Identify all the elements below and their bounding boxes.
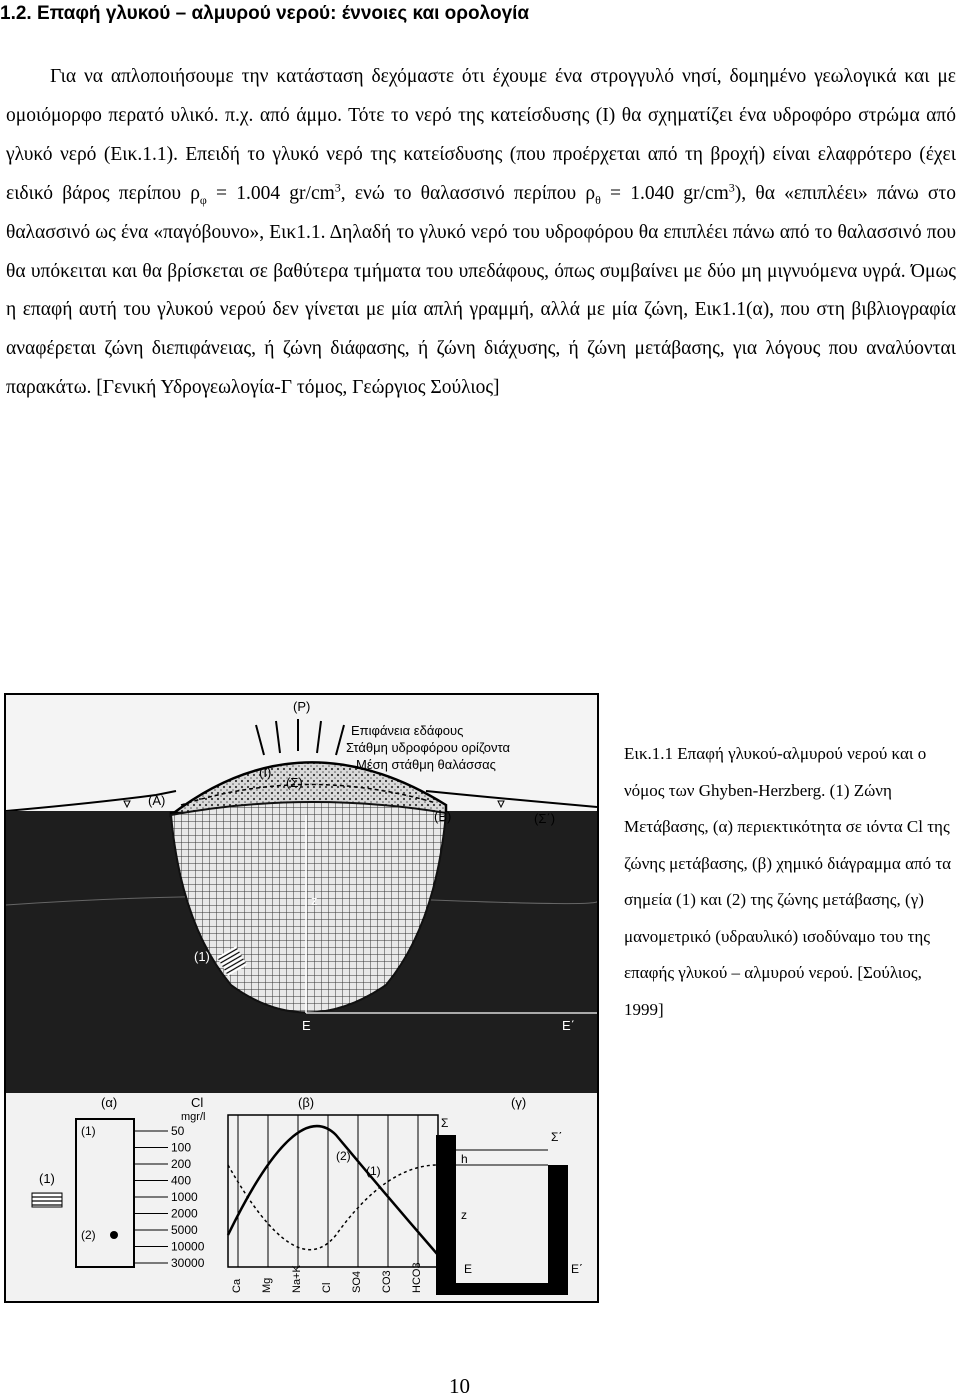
ion-label: SO4 <box>351 1270 363 1293</box>
ion-label: Ca <box>231 1278 243 1293</box>
label-b: (B) <box>434 809 452 824</box>
cl-header: Cl <box>191 1095 204 1110</box>
label-gamma: (γ) <box>511 1095 527 1110</box>
ion-label: CO3 <box>381 1270 393 1293</box>
body-text-part-2: = 1.004 gr/cm <box>206 182 335 204</box>
body-text-part-5: ), θα «επιπλέει» πάνω στο θαλασσινό ως ένα «παγόβουνο», Εικ1.1. Δηλαδή το γλυκό νερό του υδροφόρου θα επιπλέει πάνω από το θαλασσινό που θα υπόκειται και θα βρίσκεται σε βαθύτερα τμήματα του υπεδάφους, όπως συμβαίνει με δύο μη μιγνυόμενα υγρά. Όμως η επαφή αυτή του γλυκού νερού δεν γίνεται με μία απλή γραμμή, αλλά με μία ζώνη, Εικ1.1(α), που στη βιβλιογραφία αναφέρεται ζώνη διεπιφάνειας, ή ζώνη διάφασης, ή ζώνη διάχυσης, ή ζώνη μετάβασης, για λόγους που αναλύονται παρακάτω. [Γενική Υδρογεωλογία-Γ τόμος, Γεώργιος Σούλιος] <box>6 182 956 399</box>
cl-unit: mgr/l <box>181 1111 206 1123</box>
curve-1-label: (1) <box>366 1164 381 1178</box>
ion-label: HCO3 <box>411 1262 423 1293</box>
superscript-3b: 3 <box>728 180 735 195</box>
curve-2-label: (2) <box>336 1149 351 1163</box>
label-watertable: Στάθμη υδροφόρου ορίζοντα <box>346 740 510 755</box>
label-e-prime: E΄ <box>562 1018 575 1033</box>
label-p: (P) <box>293 699 311 714</box>
body-paragraph <box>6 58 956 408</box>
point-2-marker <box>110 1231 118 1239</box>
label-z: z <box>311 893 318 908</box>
cl-level-label: 30000 <box>171 1256 205 1270</box>
ion-label: Na+K <box>291 1265 303 1293</box>
cl-level-label: 1000 <box>171 1190 198 1204</box>
cl-level-label: 200 <box>171 1157 192 1171</box>
manometer-left-tube <box>436 1135 456 1295</box>
cl-level-label: 5000 <box>171 1223 198 1237</box>
mano-e: E <box>464 1262 473 1276</box>
alpha-zone-swatch <box>32 1193 62 1207</box>
figure-caption: Εικ.1.1 Επαφή γλυκού-αλμυρού νερού και ο νόμος των Ghyben-Herzberg. (1) Ζώνη Μετάβασης, (α) περιεκτικότητα σε ιόντα Cl της ζώνης μετάβασης, (β) χημικό διάγραμμα από τα σημεία (1) και (2) της ζώνης μετάβασης, (γ) μανομετρικό (υδραυλικό) ισοδύναμο του της επαφής γλυκού – αλμυρού νερού. [Σούλιος, 1999] <box>624 744 952 1019</box>
label-alpha: (α) <box>101 1095 118 1110</box>
subscript-theta: θ <box>595 192 601 207</box>
body-text-part-4: = 1.040 gr/cm <box>600 182 729 204</box>
body-text-part-1: Για να απλοποιήσουμε την κατάσταση δεχόμαστε ότι έχουμε ένα στρογγυλό νησί, δομημένο γεωλογικά και με ομοιόμορφο περατό υλικό. π.χ. από άμμο. Τότε το νερό της κατείσδυσης (Ι) θα σχηματίζει ένα υδροφόρο στρώμα από γλυκό νερό (Εικ.1.1). Επειδή το γλυκό νερό της κατείσδυσης (που προέρχεται από τη βροχή) είναι ελαφρότερο (έχει ειδικό βάρος περίπου ρ <box>6 66 956 204</box>
ion-label: Mg <box>261 1277 273 1293</box>
label-e: E <box>302 1018 311 1033</box>
cl-level-label: 400 <box>171 1173 192 1188</box>
mano-e-prime: E΄ <box>571 1262 583 1276</box>
section-heading: 1.2. Επαφή γλυκού – αλμυρού νερού: έννοιες και ορολογία <box>0 3 530 24</box>
label-a: (A) <box>148 793 166 808</box>
mano-sigma: Σ <box>441 1116 449 1130</box>
label-sigma: (Σ) <box>286 775 303 790</box>
manometer-bottom <box>436 1283 568 1295</box>
superscript-3a: 3 <box>334 180 341 195</box>
figure-svg <box>6 695 597 1301</box>
manometer-right-tube <box>548 1165 568 1295</box>
ion-label: Cl <box>321 1282 333 1293</box>
label-sealevel: Μέση στάθμη θαλάσσας <box>356 757 496 772</box>
mano-h: h <box>461 1152 468 1166</box>
label-surface: Επιφάνεια εδάφους <box>351 723 464 738</box>
mano-sigma-prime: Σ΄ <box>551 1130 563 1144</box>
cl-level-label: 100 <box>171 1140 192 1155</box>
alpha-point-2: (2) <box>81 1228 96 1242</box>
cl-level-label: 2000 <box>171 1206 198 1221</box>
alpha-point-1: (1) <box>81 1124 96 1138</box>
label-beta: (β) <box>298 1095 315 1110</box>
label-sigma-prime: (Σ΄) <box>534 811 556 826</box>
page-number: 10 <box>449 1374 470 1398</box>
cl-level-label: 50 <box>171 1124 185 1138</box>
label-i: (I) <box>259 765 272 780</box>
alpha-zone-label: (1) <box>39 1171 55 1186</box>
body-text-part-3: , ενώ το θαλασσινό περίπου ρ <box>340 182 596 204</box>
mano-z: z <box>461 1208 467 1222</box>
label-transition-zone: (1) <box>194 949 210 964</box>
subscript-phi: φ <box>199 192 207 207</box>
ghyben-herzberg-figure <box>4 693 599 1303</box>
cl-level-label: 10000 <box>171 1239 205 1254</box>
